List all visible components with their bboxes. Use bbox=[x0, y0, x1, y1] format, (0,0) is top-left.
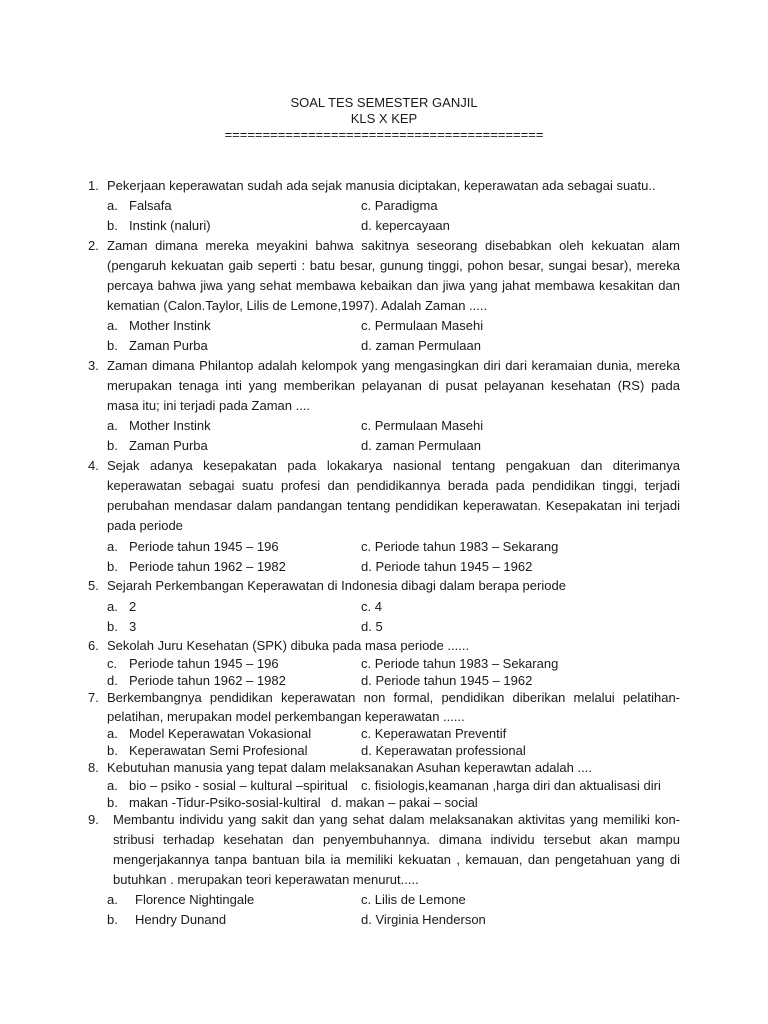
option-letter: a. bbox=[107, 892, 118, 907]
question-1-options bbox=[107, 196, 687, 236]
option-d: d. 5 bbox=[361, 619, 383, 634]
option-a: 2 bbox=[129, 599, 137, 614]
option-d: d. makan – pakai – social bbox=[331, 795, 478, 810]
option-row bbox=[107, 777, 687, 794]
option-d: d. Keperawatan professional bbox=[361, 743, 526, 758]
option-b: Zaman Purba bbox=[129, 438, 208, 453]
option-letter: a. bbox=[107, 539, 118, 554]
option-c: c. Lilis de Lemone bbox=[361, 892, 466, 907]
option-d: d. Virginia Henderson bbox=[361, 912, 486, 927]
option-letter: a. bbox=[107, 198, 118, 213]
question-5-options bbox=[107, 597, 687, 637]
option-b: Hendry Dunand bbox=[135, 912, 227, 927]
option-row bbox=[107, 436, 687, 456]
question-9-options bbox=[107, 890, 687, 930]
option-letter: b. bbox=[107, 912, 118, 927]
option-b: 3 bbox=[129, 619, 137, 634]
option-b: Periode tahun 1962 – 1982 bbox=[129, 673, 286, 688]
option-row bbox=[107, 196, 687, 216]
question-text: Zaman dimana Philantop adalah kelompok yang mengasingkan diri dari keramaian dunia, mereka merupakan tenaga inti yang memberikan pelayanan di pusat pelayanan kesehatan (RS) pada masa itu; ini terjadi pada Zaman .... bbox=[107, 358, 680, 413]
option-a: bio – psiko - sosial – kultural –spiritual bbox=[129, 778, 348, 793]
option-c: c. Keperawatan Preventif bbox=[361, 726, 507, 741]
option-d: d. zaman Permulaan bbox=[361, 438, 481, 453]
option-row bbox=[107, 794, 687, 811]
question-text: Sejarah Perkembangan Keperawatan di Indonesia dibagi dalam berapa periode bbox=[107, 578, 566, 593]
question-number: 3. bbox=[88, 358, 99, 373]
question-2-options bbox=[107, 316, 687, 356]
question-text: Membantu individu yang sakit dan yang sehat dalam melaksanakan aktivitas yang memiliki kon-stribusi terhadap kesehatan dan penyembuhannya. dimana individu tersebut akan mampu mengerjakannya tanpa bantuan bila ia memiliki kekuatan , kemauan, dan pengetahuan yang di butuhkan . merupakan teori keperawatan menurut..... bbox=[113, 812, 680, 887]
option-letter: a. bbox=[107, 778, 118, 793]
option-a: Periode tahun 1945 – 196 bbox=[129, 656, 279, 671]
question-4-options bbox=[107, 537, 687, 577]
exam-header bbox=[0, 95, 768, 143]
option-letter: a. bbox=[107, 599, 118, 614]
option-letter: b. bbox=[107, 218, 118, 233]
header-divider: ========================================== bbox=[224, 127, 544, 142]
option-a: Periode tahun 1945 – 196 bbox=[129, 539, 279, 554]
option-letter: b. bbox=[107, 438, 118, 453]
question-text: Pekerjaan keperawatan sudah ada sejak manusia diciptakan, keperawatan ada sebagai suatu.. bbox=[107, 178, 656, 193]
option-row bbox=[107, 725, 687, 742]
option-row bbox=[107, 316, 687, 336]
question-4 bbox=[88, 456, 680, 536]
question-2 bbox=[88, 236, 680, 316]
option-row bbox=[107, 416, 687, 436]
question-number: 8. bbox=[88, 760, 99, 775]
option-a: Mother Instink bbox=[129, 318, 211, 333]
option-b: Periode tahun 1962 – 1982 bbox=[129, 559, 286, 574]
option-row bbox=[107, 336, 687, 356]
question-6 bbox=[88, 636, 680, 656]
option-b: Keperawatan Semi Profesional bbox=[129, 743, 308, 758]
question-3-options bbox=[107, 416, 687, 456]
option-row bbox=[107, 617, 687, 637]
option-c: c. fisiologis,keamanan ,harga diri dan aktualisasi diri bbox=[361, 778, 661, 793]
option-letter: b. bbox=[107, 795, 118, 810]
question-number: 5. bbox=[88, 578, 99, 593]
question-number: 7. bbox=[88, 690, 99, 705]
question-text: Zaman dimana mereka meyakini bahwa sakitnya seseorang disebabkan oleh kekuatan alam (pengaruh kekuatan gaib seperti : batu besar, gunung tinggi, pohon besar, sungai besar), mereka percaya bahwa jiwa yang sehat membawa kebaikan dan jiwa yang jahat membawa kesakitan dan kematian (Calon.Taylor, Lilis de Lemone,1997). Adalah Zaman ..... bbox=[107, 238, 680, 313]
question-1 bbox=[88, 176, 680, 196]
option-c: c. Paradigma bbox=[361, 198, 438, 213]
question-7 bbox=[88, 688, 680, 726]
option-c: c. Periode tahun 1983 – Sekarang bbox=[361, 539, 559, 554]
option-row bbox=[107, 910, 687, 930]
option-d: d. kepercayaan bbox=[361, 218, 450, 233]
question-text: Sekolah Juru Kesehatan (SPK) dibuka pada masa periode ...... bbox=[107, 638, 470, 653]
option-letter: b. bbox=[107, 619, 118, 634]
question-3 bbox=[88, 356, 680, 416]
option-row bbox=[107, 537, 687, 557]
option-row bbox=[107, 890, 687, 910]
question-text: Sejak adanya kesepakatan pada lokakarya nasional tentang pengakuan dan diterimanya keperawatan sebagai suatu profesi dan pendidikannya berada pada pendidikan tinggi, terjadi perubahan mendasar dalam pandangan tentang pendidikan keperawatan. Kesepakatan ini terjadi pada periode bbox=[107, 458, 680, 533]
option-letter: b. bbox=[107, 559, 118, 574]
option-row bbox=[107, 672, 687, 689]
option-b: Instink (naluri) bbox=[129, 218, 211, 233]
exam-class: KLS X KEP bbox=[350, 111, 418, 126]
question-5 bbox=[88, 576, 680, 596]
question-number: 6. bbox=[88, 638, 99, 653]
exam-title: SOAL TES SEMESTER GANJIL bbox=[290, 95, 478, 110]
question-9 bbox=[88, 810, 680, 890]
option-a: Falsafa bbox=[129, 198, 172, 213]
option-letter: a. bbox=[107, 726, 118, 741]
option-row bbox=[107, 655, 687, 672]
option-c: c. Permulaan Masehi bbox=[361, 318, 484, 333]
option-row bbox=[107, 216, 687, 236]
option-row bbox=[107, 597, 687, 617]
question-text: Kebutuhan manusia yang tepat dalam melaksanakan Asuhan keperawtan adalah .... bbox=[107, 760, 592, 775]
option-letter: a. bbox=[107, 418, 118, 433]
option-letter: c. bbox=[107, 656, 118, 671]
option-a: Mother Instink bbox=[129, 418, 211, 433]
question-number: 9. bbox=[88, 812, 99, 827]
question-7-options bbox=[107, 725, 687, 759]
question-8 bbox=[88, 758, 680, 777]
option-letter: b. bbox=[107, 338, 118, 353]
option-a: Model Keperawatan Vokasional bbox=[129, 726, 312, 741]
option-d: d. Periode tahun 1945 – 1962 bbox=[361, 559, 533, 574]
question-number: 2. bbox=[88, 238, 99, 253]
option-row bbox=[107, 742, 687, 759]
option-c: c. 4 bbox=[361, 599, 382, 614]
option-letter: d. bbox=[107, 673, 118, 688]
question-number: 4. bbox=[88, 458, 99, 473]
option-c: c. Periode tahun 1983 – Sekarang bbox=[361, 656, 559, 671]
option-b: Zaman Purba bbox=[129, 338, 208, 353]
question-6-options bbox=[107, 655, 687, 689]
option-a: Florence Nightingale bbox=[135, 892, 255, 907]
option-d: d. zaman Permulaan bbox=[361, 338, 481, 353]
option-letter: b. bbox=[107, 743, 118, 758]
option-row bbox=[107, 557, 687, 577]
question-8-options bbox=[107, 777, 687, 811]
option-letter: a. bbox=[107, 318, 118, 333]
option-c: c. Permulaan Masehi bbox=[361, 418, 484, 433]
option-d: d. Periode tahun 1945 – 1962 bbox=[361, 673, 533, 688]
question-number: 1. bbox=[88, 178, 99, 193]
option-b: makan -Tidur-Psiko-sosial-kultiral bbox=[129, 795, 321, 810]
question-text: Berkembangnya pendidikan keperawatan non formal, pendidikan diberikan melalui pelatihan-pelatihan, merupakan model perkembangan keperawatan ...... bbox=[107, 690, 680, 724]
